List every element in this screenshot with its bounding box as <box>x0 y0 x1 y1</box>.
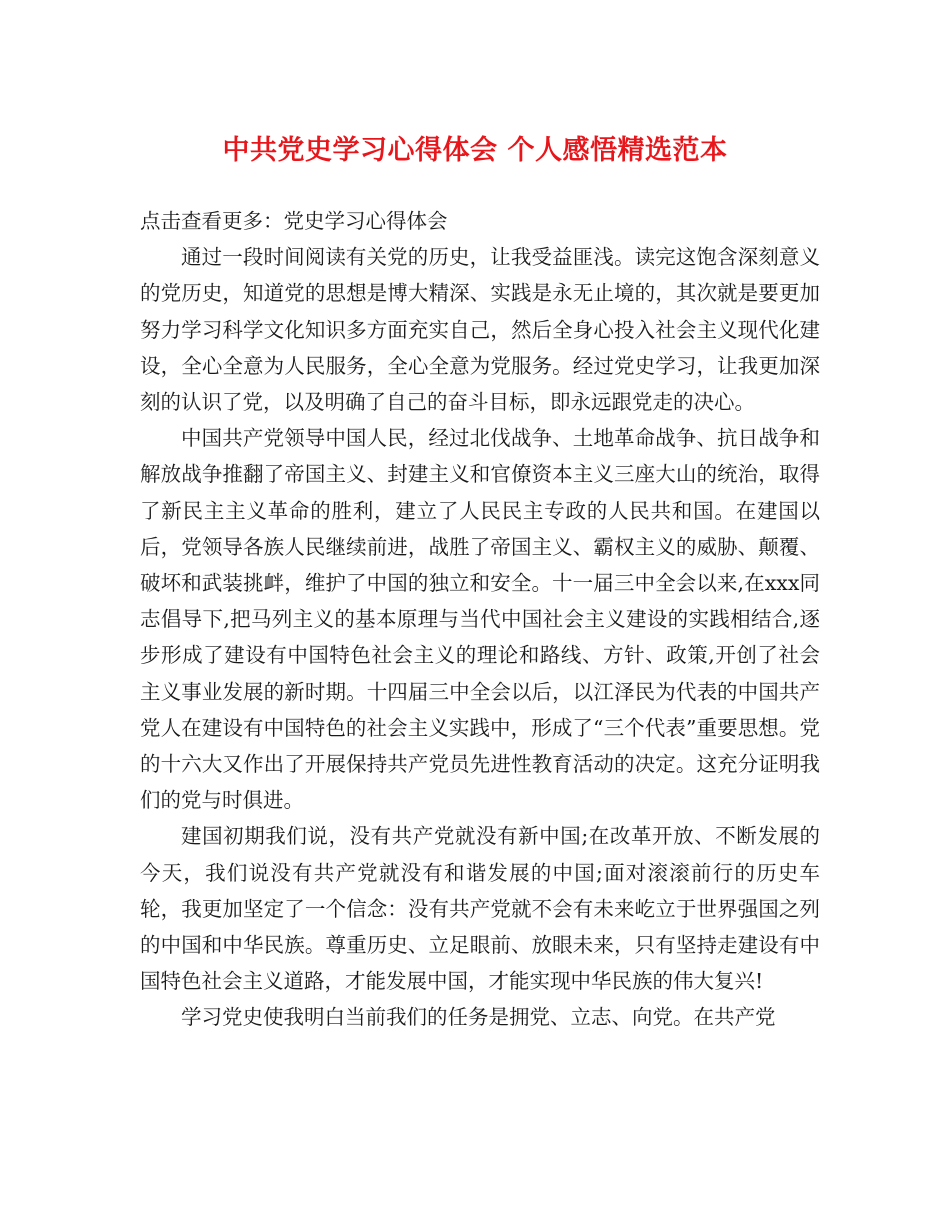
document-title: 中共党史学习心得体会 个人感悟精选范本 <box>222 135 728 166</box>
more-link-prefix: 点击查看更多： <box>140 209 284 233</box>
paragraph-3: 建国初期我们说，没有共产党就没有新中国;在改革开放、不断发展的今天，我们说没有共产党就没有和谐发展的中国;面对滚滚前行的历史车轮，我更加坚定了一个信念：没有共产党就不会有未来屹立于世界强国之列的中国和中华民族。尊重历史、立足眼前、放眼未来，只有坚持走建设有中国特色社会主义道路，才能发展中国，才能实现中华民族的伟大复兴! <box>140 824 820 994</box>
more-link-line <box>140 203 820 239</box>
document-body <box>140 203 820 1036</box>
paragraph-2: 中国共产党领导中国人民，经过北伐战争、土地革命战争、抗日战争和解放战争推翻了帝国主义、封建主义和官僚资本主义三座大山的统治，取得了新民主主义革命的胜利，建立了人民民主专政的人民共和国。在建国以后，党领导各族人民继续前进，战胜了帝国主义、霸权主义的威胁、颠覆、破坏和武装挑衅，维护了中国的独立和安全。十一届三中全会以来,在xxx同志倡导下,把马列主义的基本原理与当代中国社会主义建设的实践相结合,逐步形成了建设有中国特色社会主义的理论和路线、方针、政策,开创了社会主义事业发展的新时期。十四届三中全会以后，以江泽民为代表的中国共产党人在建设有中国特色的社会主义实践中，形成了“三个代表”重要思想。党的十六大又作出了开展保持共产党员先进性教育活动的决定。这充分证明我们的党与时俱进。 <box>140 426 820 813</box>
more-link[interactable]: 党史学习心得体会 <box>283 209 448 233</box>
paragraph-1: 通过一段时间阅读有关党的历史，让我受益匪浅。读完这饱含深刻意义的党历史，知道党的思想是博大精深、实践是永无止境的，其次就是要更加努力学习科学文化知识多方面充实自己，然后全身心投入社会主义现代化建设，全心全意为人民服务，全心全意为党服务。经过党史学习，让我更加深刻的认识了党，以及明确了自己的奋斗目标，即永远跟党走的决心。 <box>140 245 820 415</box>
paragraph-4: 学习党史使我明白当前我们的任务是拥党、立志、向党。在共产党 <box>181 1005 776 1030</box>
